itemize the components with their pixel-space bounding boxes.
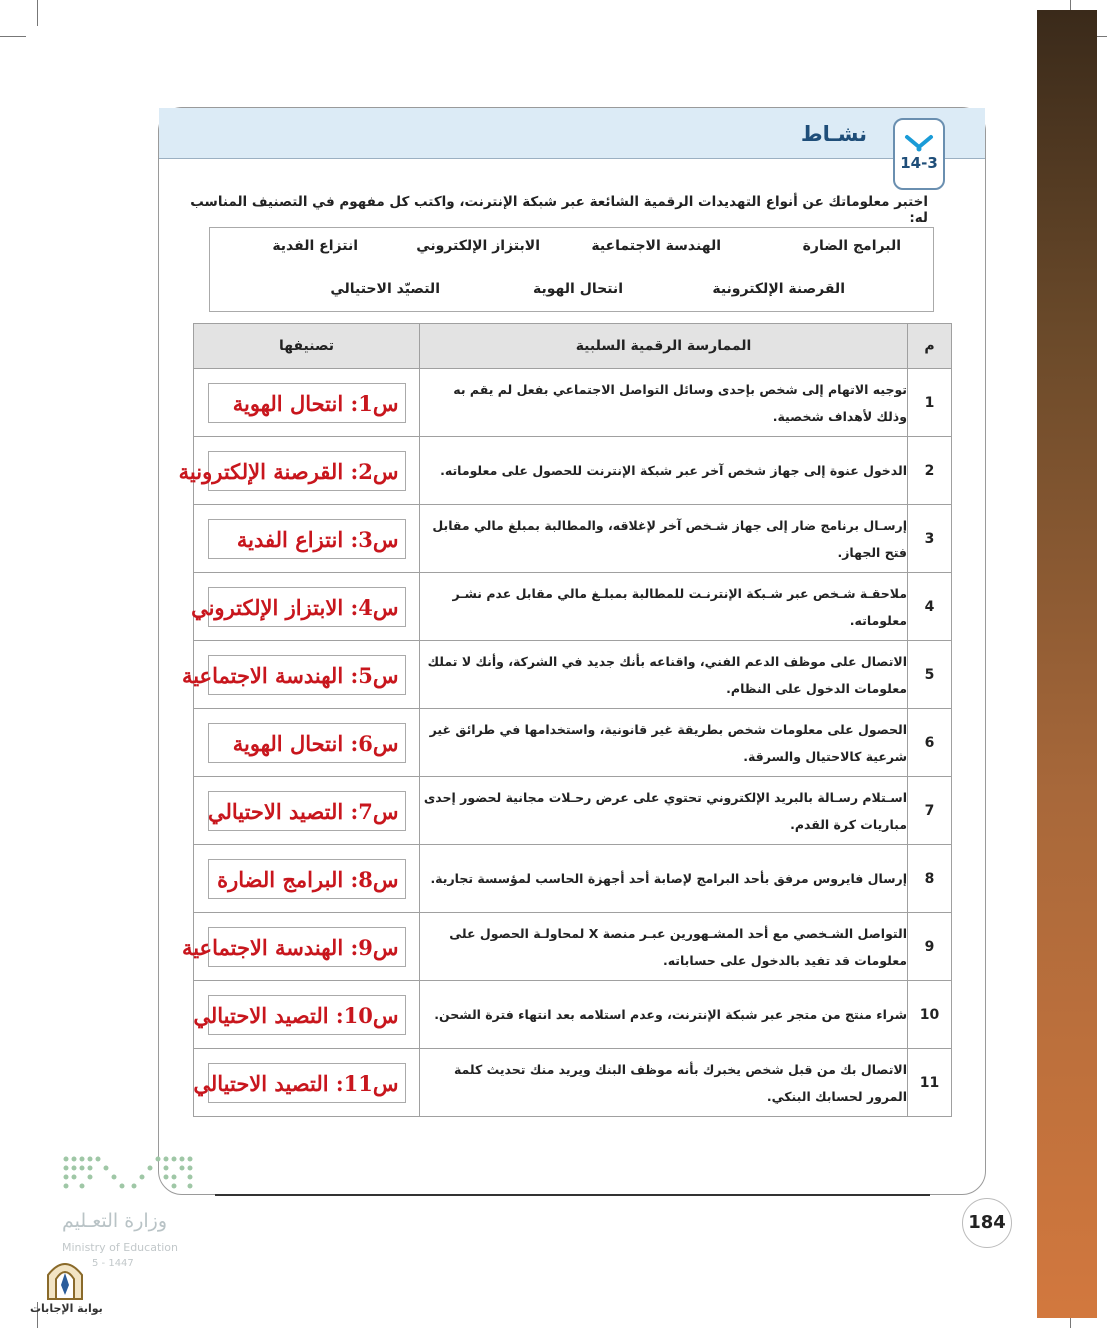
term-item: الهندسة الاجتماعية — [591, 238, 721, 254]
table-row — [194, 709, 952, 777]
crop-mark — [0, 36, 26, 37]
answer-box[interactable]: س11: التصيد الاحتيالي — [208, 1063, 406, 1103]
ministry-name-en: Ministry of Education — [62, 1241, 179, 1254]
moe-logo-icon — [62, 1155, 197, 1197]
practice-text: شراء منتج من متجر عبر شبكة الإنترنت، وعدم استلامه بعد انتهاء فترة الشحن. — [420, 981, 908, 1049]
row-number: 2 — [908, 437, 952, 505]
footer-rule — [215, 1194, 930, 1196]
answer-cell — [194, 369, 420, 437]
terms-box — [209, 227, 934, 312]
answer-box[interactable]: س4: الابتزاز الإلكتروني — [208, 587, 406, 627]
activity-header — [159, 108, 985, 159]
row-number: 11 — [908, 1049, 952, 1117]
answer-cell — [194, 777, 420, 845]
row-number: 10 — [908, 981, 952, 1049]
practice-text: الاتصال بك من قبل شخص يخبرك بأنه موظف البنك ويريد منك تحديث كلمة المرور لحسابك البنكي. — [420, 1049, 908, 1117]
table-row — [194, 437, 952, 505]
answer-cell — [178, 437, 420, 505]
practices-table — [178, 323, 952, 1117]
practice-text: اسـتلام رسـالة بالبريد الإلكتروني تحتوي على عرض رحـلات مجانية لحضور إحدى مباريات كرة القدم. — [420, 777, 908, 845]
activity-title: نشـاط — [800, 122, 867, 146]
term-item: الابتزاز الإلكتروني — [416, 238, 540, 254]
term-item: انتحال الهوية — [533, 281, 623, 297]
answer-box[interactable]: س1: انتحال الهوية — [208, 383, 406, 423]
table-row — [194, 505, 952, 573]
page-number: 184 — [962, 1198, 1012, 1248]
answer-box[interactable]: س9: الهندسة الاجتماعية — [208, 927, 406, 967]
answer-cell — [194, 709, 420, 777]
activity-number: 14-3 — [900, 154, 938, 172]
header-number: م — [908, 324, 952, 369]
crop-mark — [37, 0, 38, 26]
term-item: انتزاع الفدية — [272, 238, 358, 254]
term-item: البرامج الضارة — [802, 238, 901, 254]
term-item: التصيّد الاحتيالي — [330, 281, 440, 297]
answer-box[interactable]: س2: القرصنة الإلكترونية — [208, 451, 406, 491]
answer-box[interactable]: س3: انتزاع الفدية — [208, 519, 406, 559]
table-row — [194, 369, 952, 437]
term-item: القرصنة الإلكترونية — [712, 281, 845, 297]
answer-cell — [194, 505, 420, 573]
check-chevron-icon — [904, 134, 934, 152]
row-number: 9 — [908, 913, 952, 981]
table-row — [194, 641, 952, 709]
answer-box[interactable]: س6: انتحال الهوية — [208, 723, 406, 763]
practice-text: إرسال فايروس مرفق بأحد البرامج لإصابة أحد أجهزة الحاسب لمؤسسة تجارية. — [420, 845, 908, 913]
answer-cell — [194, 845, 420, 913]
practice-text: ملاحقـة شـخص عبر شـبكة الإنترنـت للمطالبة بمبلـغ مالي مقابل عدم نشـر معلوماته. — [420, 573, 908, 641]
answer-cell — [194, 1049, 420, 1117]
answer-box[interactable]: س5: الهندسة الاجتماعية — [208, 655, 406, 695]
practice-text: الاتصال على موظف الدعم الفني، واقناعه بأنك جديد في الشركة، وأنك لا تملك معلومات الدخول على النظام. — [420, 641, 908, 709]
activity-badge — [893, 118, 945, 190]
answer-cell — [181, 641, 420, 709]
table-row — [194, 1049, 952, 1117]
instruction-text: اختبر معلوماتك عن أنواع التهديدات الرقمية الشائعة عبر شبكة الإنترنت، واكتب كل مفهوم في التصنيف المناسب له: — [190, 194, 928, 226]
row-number: 1 — [908, 369, 952, 437]
answer-cell — [191, 573, 420, 641]
answer-box[interactable]: س7: التصيد الاحتيالي — [208, 791, 406, 831]
ministry-year: 5 - 1447 — [92, 1258, 134, 1269]
practice-text: توجيه الاتهام إلى شخص بإحدى وسائل التواصل الاجتماعي بفعل لم يقم به وذلك لأهداف شخصية. — [420, 369, 908, 437]
table-row — [194, 913, 952, 981]
row-number: 3 — [908, 505, 952, 573]
answer-cell — [181, 913, 420, 981]
chapter-side-bar — [1037, 10, 1097, 1318]
practice-text: الدخول عنوة إلى جهاز شخص آخر عبر شبكة الإنترنت للحصول على معلوماته. — [420, 437, 908, 505]
row-number: 4 — [908, 573, 952, 641]
practice-text: التواصل الشـخصي مع أحد المشـهورين عبـر منصة X لمحاولـة الحصول على معلومات قد تفيد بالدخول على حساباته. — [420, 913, 908, 981]
row-number: 8 — [908, 845, 952, 913]
row-number: 5 — [908, 641, 952, 709]
row-number: 6 — [908, 709, 952, 777]
table-row — [194, 573, 952, 641]
ministry-name-ar: وزارة التعـليم — [62, 1210, 168, 1232]
answer-box[interactable]: س8: البرامج الضارة — [208, 859, 406, 899]
header-practice: الممارسة الرقمية السلبية — [420, 324, 908, 369]
answer-box[interactable]: س10: التصيد الاحتيالي — [208, 995, 406, 1035]
answer-cell — [194, 981, 420, 1049]
table-row — [194, 777, 952, 845]
practice-text: الحصول على معلومات شخص بطريقة غير قانونية، واستخدامها في طرائق غير شرعية كالاحتيال والسرقة. — [420, 709, 908, 777]
table-row — [194, 981, 952, 1049]
row-number: 7 — [908, 777, 952, 845]
portal-name: بوابة الإجابات — [30, 1302, 103, 1315]
header-classification: تصنيفها — [194, 324, 420, 369]
practice-text: إرسـال برنامج ضار إلى جهاز شـخص آخر لإغلاقه، والمطالبة بمبلغ مالي مقابل فتح الجهاز. — [420, 505, 908, 573]
table-row — [194, 845, 952, 913]
table-header-row — [194, 324, 952, 369]
portal-building-icon — [42, 1255, 88, 1301]
